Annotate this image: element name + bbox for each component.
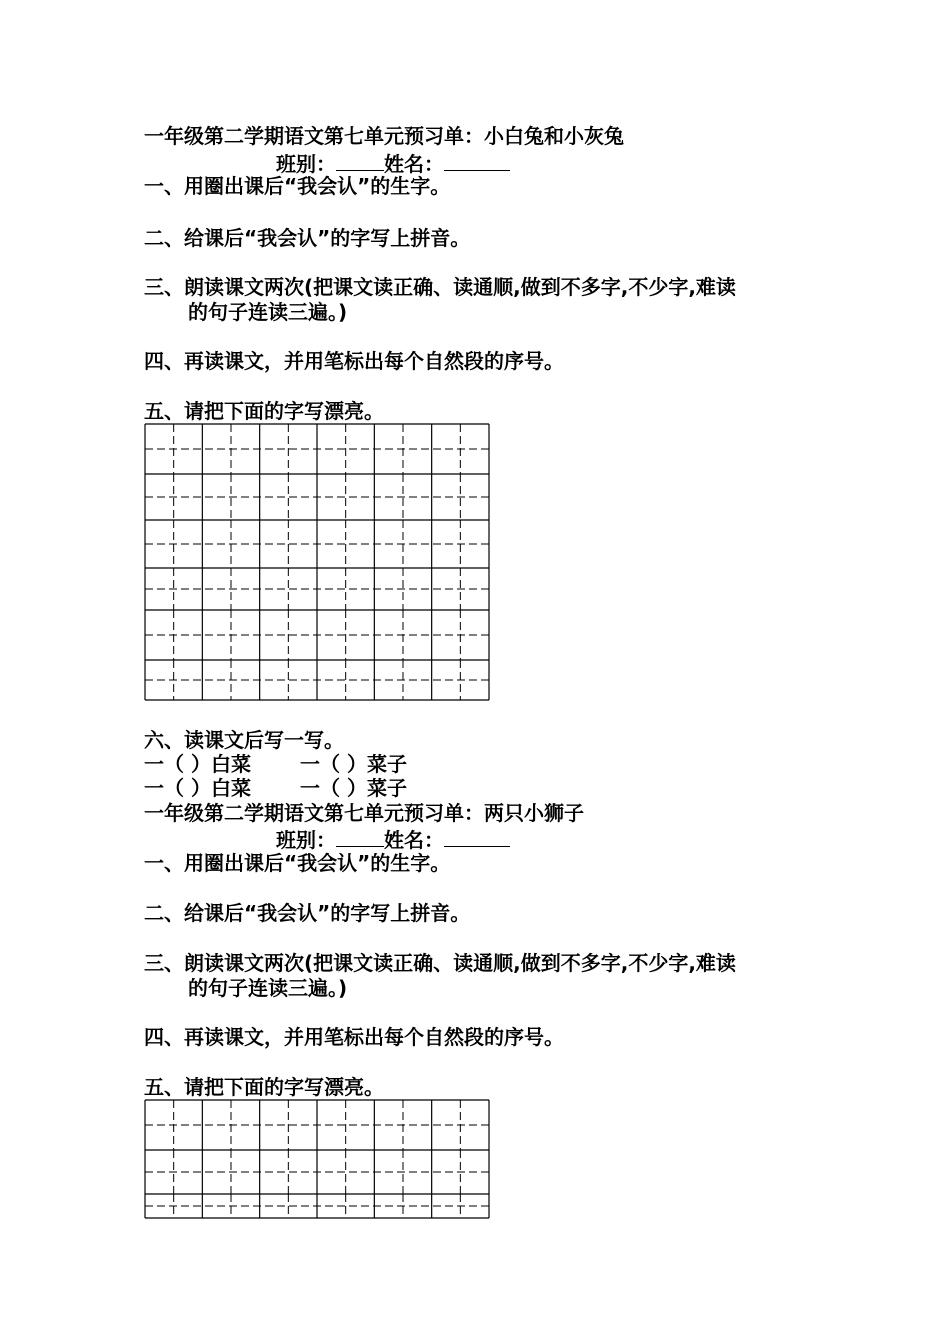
class-label: 班别： (276, 828, 336, 852)
sheet2-task-4: 四、再读课文，并用笔标出每个自然段的序号。 (144, 1025, 564, 1049)
sheet1-task-3: 三、朗读课文两次(把课文读正确、读通顺,做到不多字,不少字,难读 (144, 275, 736, 299)
class-blank[interactable] (336, 150, 384, 171)
sheet1-task-6: 六、读课文后写一写。 (144, 728, 344, 752)
sheet2-task-1: 一、用圈出课后“我会认”的生字。 (144, 851, 451, 875)
name-label: 姓名： (384, 828, 444, 852)
sheet1-task-1: 一、用圈出课后“我会认”的生字。 (144, 174, 451, 198)
sheet2-task-5: 五、请把下面的字写漂亮。 (144, 1075, 384, 1099)
fill-phrase[interactable]: 一（ ）白菜 (144, 752, 251, 776)
sheet2-title: 一年级第二学期语文第七单元预习单：两只小狮子 (144, 801, 584, 825)
sheet1-task-3-cont: 的句子连读三遍。) (188, 300, 348, 324)
sheet1-task-2: 二、给课后“我会认”的字写上拼音。 (144, 226, 471, 250)
sheet1-title: 一年级第二学期语文第七单元预习单：小白兔和小灰兔 (144, 124, 624, 148)
sheet2-task-3-cont: 的句子连读三遍。) (188, 976, 348, 1000)
fill-phrase[interactable]: 一（ ）菜子 (300, 776, 407, 800)
writing-grid-2[interactable] (144, 1099, 488, 1219)
sheet1-meta-row (276, 150, 510, 176)
sheet2-task-3: 三、朗读课文两次(把课文读正确、读通顺,做到不多字,不少字,难读 (144, 951, 736, 975)
name-label: 姓名： (384, 152, 444, 176)
fill-row-1 (144, 752, 407, 776)
class-blank[interactable] (336, 826, 384, 847)
sheet2-meta-row (276, 826, 510, 852)
writing-grid-1[interactable] (144, 423, 488, 701)
name-blank[interactable] (444, 150, 510, 171)
fill-row-2 (144, 776, 407, 800)
name-blank[interactable] (444, 826, 510, 847)
fill-phrase[interactable]: 一（ ）菜子 (300, 752, 407, 776)
sheet2-task-2: 二、给课后“我会认”的字写上拼音。 (144, 901, 471, 925)
fill-phrase[interactable]: 一（ ）白菜 (144, 776, 251, 800)
sheet1-task-5: 五、请把下面的字写漂亮。 (144, 399, 384, 423)
sheet1-task-4: 四、再读课文，并用笔标出每个自然段的序号。 (144, 349, 564, 373)
class-label: 班别： (276, 152, 336, 176)
